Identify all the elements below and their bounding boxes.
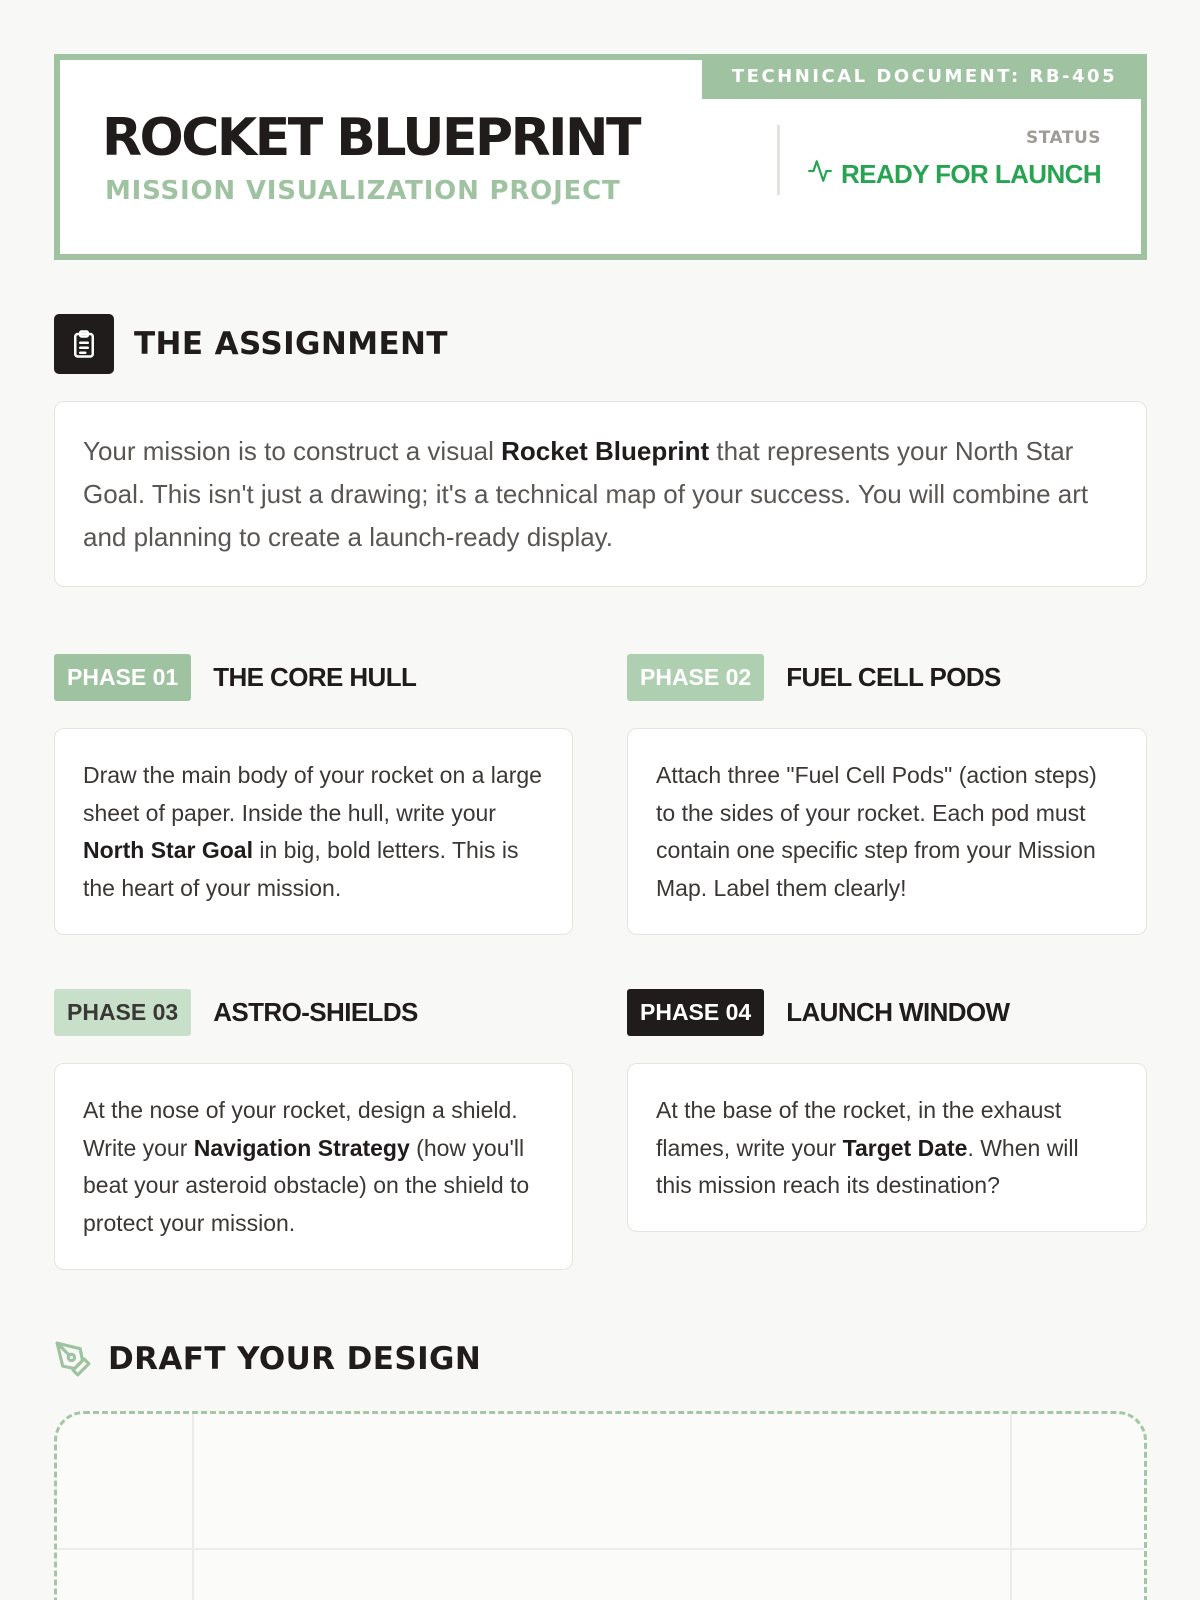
status-value: READY FOR LAUNCH (840, 159, 1101, 189)
grid-line (192, 1414, 194, 1600)
grid-line (1010, 1414, 1012, 1600)
clipboard-icon (54, 314, 114, 374)
assignment-header (54, 314, 448, 374)
phase-badge: PHASE 02 (627, 654, 764, 701)
page-title: ROCKET BLUEPRINT (102, 108, 639, 168)
phase-text: At the base of the rocket, in the exhaust flames, write your Target Date. When will this mission reach its destination? (656, 1097, 1079, 1198)
status-label: STATUS (1025, 128, 1101, 148)
phase-text: Attach three "Fuel Cell Pods" (action steps) to the sides of your rocket. Each pod must contain one specific step from your Mission Map. Label them clearly! (656, 762, 1097, 901)
phase-02-header (627, 654, 1001, 701)
document-id-tab: TECHNICAL DOCUMENT: RB-405 (702, 54, 1147, 99)
phase-01-card (54, 728, 573, 935)
phase-03-card (54, 1063, 573, 1270)
phase-title: FUEL CELL PODS (786, 662, 1001, 692)
phase-03-header (54, 989, 418, 1036)
assignment-title: THE ASSIGNMENT (134, 326, 448, 362)
grid-line (57, 1548, 1144, 1550)
drawing-area[interactable] (54, 1411, 1147, 1600)
phase-01-header (54, 654, 416, 701)
assignment-card (54, 401, 1147, 587)
phase-badge: PHASE 03 (54, 989, 191, 1036)
page-subtitle: MISSION VISUALIZATION PROJECT (105, 176, 621, 206)
pen-tool-icon (54, 1340, 92, 1378)
phase-04-card (627, 1063, 1147, 1232)
phase-title: ASTRO-SHIELDS (213, 997, 418, 1027)
status-badge (807, 158, 1101, 191)
draft-title: DRAFT YOUR DESIGN (108, 1341, 482, 1377)
activity-icon (807, 158, 833, 191)
assignment-text: Your mission is to construct a visual Rocket Blueprint that represents your North Star Goal. This isn't just a drawing; it's a technical map of your success. You will combine art and planning to create a launch-ready display. (83, 436, 1089, 552)
phase-title: THE CORE HULL (213, 662, 417, 692)
draft-header (54, 1340, 481, 1378)
phase-title: LAUNCH WINDOW (786, 997, 1010, 1027)
phase-text: At the nose of your rocket, design a shield. Write your Navigation Strategy (how you'll beat your asteroid obstacle) on the shield to protect your mission. (83, 1097, 530, 1236)
header-divider (777, 125, 780, 195)
phase-text: Draw the main body of your rocket on a large sheet of paper. Inside the hull, write your North Star Goal in big, bold letters. This is the heart of your mission. (83, 762, 542, 901)
document-header (54, 54, 1147, 260)
phase-badge: PHASE 01 (54, 654, 191, 701)
phase-02-card (627, 728, 1147, 935)
phase-badge: PHASE 04 (627, 989, 764, 1036)
phase-04-header (627, 989, 1010, 1036)
